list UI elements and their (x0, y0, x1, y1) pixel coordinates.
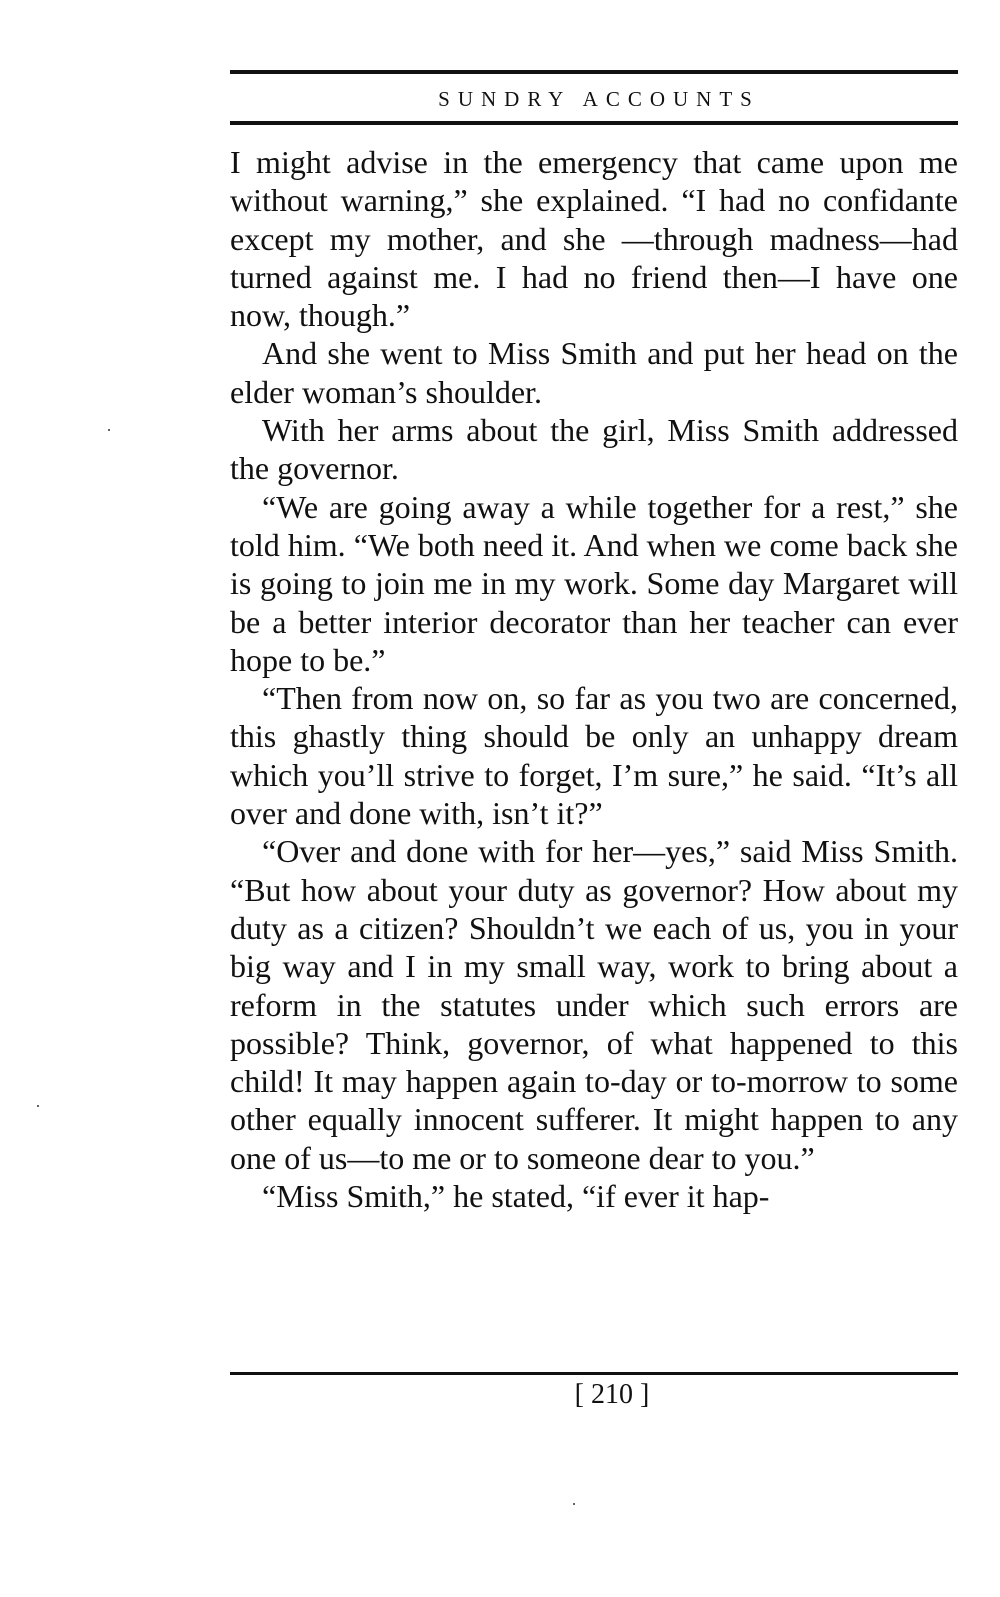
book-page (230, 0, 958, 1597)
scan-speck (37, 1105, 39, 1107)
paragraph: “Over and done with for her—yes,” said Miss Smith. “But how about your duty as governor? How about my duty as a citizen? Shouldn’t we each of us, you in your big way and I in my small way, work to bring about a reform in the statutes under which such errors are possible? Think, governor, of what happened to this child! It may happen again to-day or to-morrow to some other equally innocent sufferer. It might happen to any one of us—to me or to someone dear to you.” (230, 833, 958, 1176)
scan-speck (108, 429, 110, 431)
running-head: SUNDRY ACCOUNTS (438, 87, 760, 111)
paragraph: “Miss Smith,” he stated, “if ever it hap- (262, 1178, 770, 1215)
paragraph: “Then from now on, so far as you two are concerned, this ghastly thing should be only an unhappy dream which you’ll strive to forget, I’m sure,” he said. “It’s all over and done with, isn’t it?” (230, 680, 958, 832)
paragraph: With her arms about the girl, Miss Smith addressed the governor. (230, 412, 958, 487)
scan-speck (573, 1503, 575, 1505)
body-text (230, 143, 958, 1215)
paragraph: “We are going away a while together for a rest,” she told him. “We both need it. And when we come back she is going to join me in my work. Some day Margaret will be a better interior decorator than her teacher can ever hope to be.” (230, 488, 958, 678)
paragraph: I might advise in the emergency that came upon me without warning,” she explained. “I had no confidante except my mother, and she —through madness—had turned against me. I had no friend then—I have one now, though.” (230, 144, 958, 334)
page-number: [ 210 ] (574, 1379, 650, 1410)
header-top-rule (230, 70, 958, 74)
paragraph: And she went to Miss Smith and put her head on the elder woman’s shoulder. (230, 335, 958, 410)
header-bottom-rule (230, 121, 958, 125)
footer-rule (230, 1372, 958, 1375)
